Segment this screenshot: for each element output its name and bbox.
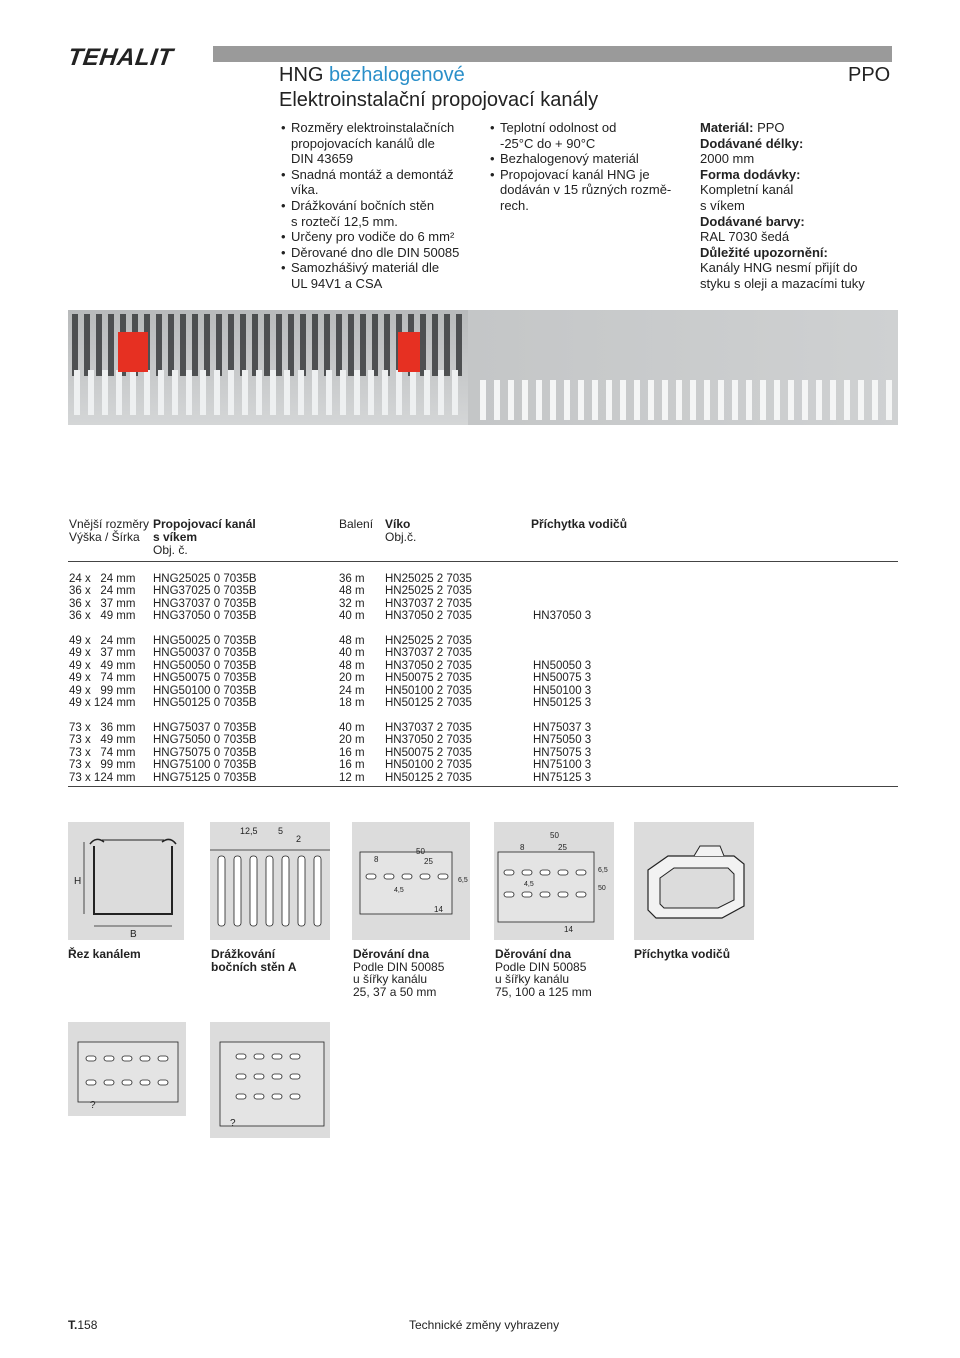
table-cell-lid: HN37050 2 7035 (385, 610, 472, 623)
material-code: PPO (848, 64, 891, 86)
side-slots-drawing (210, 822, 330, 940)
table-row (0, 573, 900, 586)
caption-line: u šířky kanálu (353, 972, 428, 987)
dim-pitch: 12,5 (240, 826, 258, 836)
table-cell-pack: 20 m (339, 734, 365, 747)
perforation-drawing-3 (68, 1022, 186, 1116)
dim-8: 8 (520, 843, 525, 852)
header-dimensions-line2: Výška / Šírka (69, 530, 140, 544)
header-channel-line1: Propojovací kanál (153, 517, 256, 531)
table-cell-lid: HN50125 2 7035 (385, 771, 472, 784)
header-channel-line2: s víkem (153, 530, 198, 544)
table-cell-dims: 49 x 37 mm (69, 647, 136, 660)
color-label: Dodávané barvy: (700, 213, 805, 229)
table-cell-lid: HN37037 2 7035 (385, 597, 472, 610)
feature-item: • Samozhášivý materiál dle (281, 260, 481, 276)
feature-item: víka. (291, 182, 319, 198)
dim-6-5: 6,5 (598, 867, 608, 874)
table-header-pack: Balení (339, 517, 374, 531)
color-value: RAL 7030 šedá (700, 229, 790, 245)
table-cell-pack: 16 m (339, 759, 365, 772)
footer-note: Technické změny vyhrazeny (409, 1318, 560, 1332)
specs-column (700, 120, 895, 292)
feature-item: • Propojovací kanál HNG je (490, 167, 690, 183)
dim-B: B (130, 929, 137, 940)
table-row (0, 598, 900, 611)
dim-25: 25 (424, 857, 433, 866)
table-cell-clip: HN75125 3 (533, 771, 592, 784)
table-cell-clip: HN50125 3 (533, 697, 592, 709)
table-cell-clip: HN75037 3 (533, 722, 592, 734)
table-cell-channel: HNG25025 0 7035B (153, 573, 257, 585)
material-value: PPO (757, 120, 785, 135)
warning-value: Kanály HNG nesmí přijít do (700, 260, 858, 276)
table-cell-dims: 36 x 37 mm (69, 597, 136, 610)
table-cell-dims: 49 x 99 mm (69, 684, 136, 697)
caption-line: 25, 37 a 50 mm (353, 984, 437, 999)
header-lid-line1: Víko (385, 517, 411, 531)
feature-item: s roztečí 12,5 mm. (291, 213, 398, 229)
table-cell-dims: 36 x 49 mm (69, 610, 136, 623)
figure-channel-section (68, 822, 184, 940)
table-cell-lid: HN37037 2 7035 (385, 722, 472, 734)
dim-gap: 2 (296, 834, 302, 844)
caption-section: Řez kanálem (68, 947, 141, 961)
caption-line: Děrování dna (495, 947, 572, 961)
form-value: s víkem (700, 197, 745, 213)
table-row (0, 685, 900, 698)
header-bar (213, 46, 892, 62)
product-photo (68, 310, 898, 425)
table-cell-channel: HNG50100 0 7035B (153, 684, 257, 697)
caption-wire-clip: Příchytka vodičů (634, 947, 731, 961)
caption-line: u šířky kanálu (495, 972, 570, 987)
table-cell-dims: 49 x 74 mm (69, 672, 136, 685)
table-cell-channel: HNG50050 0 7035B (153, 659, 257, 672)
table-cell-lid: HN50075 2 7035 (385, 672, 472, 685)
table-row (0, 660, 900, 673)
page-subtitle: Elektroinstalační propojovací kanály (279, 89, 599, 111)
feature-item: DIN 43659 (291, 151, 354, 167)
caption-line: Děrování dna (353, 947, 430, 961)
table-cell-pack: 40 m (339, 610, 365, 623)
dim-unknown: ? (90, 1100, 96, 1111)
table-row (0, 772, 900, 785)
table-cell-channel: HNG75050 0 7035B (153, 734, 257, 747)
header-lid-line2: Obj.č. (385, 530, 417, 544)
figure-bottom-perforation-1 (352, 822, 470, 940)
table-cell-pack: 40 m (339, 722, 365, 734)
table-header-dimensions (69, 518, 149, 544)
table-cell-pack: 18 m (339, 697, 365, 709)
header-channel-line3: Obj. č. (153, 543, 188, 557)
table-cell-clip: HN50100 3 (533, 684, 592, 697)
table-cell-channel: HNG50025 0 7035B (153, 635, 257, 647)
figure-bottom-perforation-2 (494, 822, 614, 940)
length-value: 2000 mm (700, 151, 755, 167)
table-cell-dims: 49 x 24 mm (69, 635, 136, 647)
feature-item: • Určeny pro vodiče do 6 mm² (281, 229, 481, 245)
table-cell-lid: HN50100 2 7035 (385, 684, 472, 697)
table-cell-channel: HNG75125 0 7035B (153, 771, 257, 784)
page-number (68, 1318, 97, 1332)
table-cell-dims: 73 x 99 mm (69, 759, 136, 772)
table-cell-pack: 20 m (339, 672, 365, 685)
perforation-drawing-2 (494, 822, 614, 940)
figure-bottom-perforation-4 (210, 1022, 330, 1138)
table-cell-pack: 16 m (339, 746, 365, 759)
caption-line: Drážkování (211, 947, 276, 961)
cable-channel-illustration (68, 310, 898, 425)
table-cell-clip: HN75100 3 (533, 759, 592, 772)
channel-section-drawing (68, 822, 184, 940)
dim-50: 50 (550, 831, 559, 840)
dim-6-5: 6,5 (458, 877, 468, 884)
feature-item: • Teplotní odolnost od (490, 120, 690, 136)
table-cell-pack: 12 m (339, 771, 365, 784)
wire-clip-drawing (634, 822, 754, 940)
table-cell-dims: 73 x 74 mm (69, 746, 136, 759)
feature-item: • Rozměry elektroinstalačních (281, 120, 481, 136)
table-cell-pack: 24 m (339, 684, 365, 697)
table-cell-pack: 32 m (339, 597, 365, 610)
dim-unknown: ? (230, 1118, 236, 1129)
dim-4-5: 4,5 (524, 881, 534, 888)
caption-perforation-1 (353, 948, 444, 998)
material-label: Materiál: (700, 120, 754, 135)
features-column-2 (490, 120, 690, 214)
figure-bottom-perforation-3 (68, 1022, 186, 1116)
table-cell-clip: HN75075 3 (533, 746, 592, 759)
table-row (0, 610, 900, 623)
feature-item: • Bezhalogenový materiál (490, 151, 690, 167)
feature-item: propojovacích kanálů dle (291, 135, 435, 151)
table-cell-dims: 49 x 124 mm (69, 697, 136, 709)
brand-logo: TEHALIT (66, 44, 175, 71)
table-row (0, 647, 900, 660)
table-cell-lid: HN25025 2 7035 (385, 585, 472, 598)
dim-25: 25 (558, 843, 567, 852)
caption-line: 75, 100 a 125 mm (495, 984, 592, 999)
table-cell-lid: HN50100 2 7035 (385, 759, 472, 772)
title-prefix: HNG (279, 64, 324, 86)
page-prefix: T. (68, 1318, 78, 1332)
dim-50: 50 (416, 847, 425, 856)
dim-14: 14 (564, 925, 573, 934)
page-number-value: 158 (77, 1318, 98, 1332)
table-cell-clip: HN75050 3 (533, 734, 592, 747)
table-cell-pack: 48 m (339, 585, 365, 598)
caption-line: Podle DIN 50085 (495, 959, 587, 974)
table-cell-lid: HN25025 2 7035 (385, 573, 472, 585)
table-row (0, 635, 900, 648)
dim-slot-width: 5 (278, 826, 284, 836)
table-cell-pack: 40 m (339, 647, 365, 660)
table-cell-pack: 48 m (339, 659, 365, 672)
table-cell-clip: HN50050 3 (533, 659, 592, 672)
table-cell-pack: 48 m (339, 635, 365, 647)
feature-item: dodáván v 15 různých rozmě- (500, 182, 672, 198)
table-header-lid (385, 518, 416, 544)
caption-side-slots (211, 948, 297, 973)
feature-item: • Děrované dno dle DIN 50085 (281, 245, 481, 261)
page-title (279, 64, 465, 87)
table-cell-clip: HN37050 3 (533, 610, 592, 623)
perforation-drawing-1 (352, 822, 470, 940)
table-rule-top (68, 561, 898, 562)
dim-14: 14 (434, 905, 443, 914)
table-row (0, 697, 900, 710)
table-row (0, 585, 900, 598)
header-dimensions-line1: Vnější rozměry (69, 517, 150, 531)
table-header-clip: Příchytka vodičů (531, 517, 628, 531)
table-cell-dims: 73 x 49 mm (69, 734, 136, 747)
form-label: Forma dodávky: (700, 166, 801, 182)
table-cell-lid: HN37050 2 7035 (385, 734, 472, 747)
table-cell-lid: HN50075 2 7035 (385, 746, 472, 759)
feature-item: UL 94V1 a CSA (291, 275, 383, 291)
table-cell-channel: HNG75037 0 7035B (153, 722, 257, 734)
table-row (0, 759, 900, 772)
table-row (0, 722, 900, 735)
table-cell-clip: HN50075 3 (533, 672, 592, 685)
table-cell-dims: 36 x 24 mm (69, 585, 136, 598)
dim-50b: 50 (598, 885, 606, 892)
warning-label: Důležité upozornění: (700, 244, 828, 260)
table-cell-dims: 73 x 124 mm (69, 771, 136, 784)
table-row (0, 747, 900, 760)
table-cell-dims: 73 x 36 mm (69, 722, 136, 734)
dim-H: H (74, 876, 82, 887)
feature-item: rech. (500, 197, 529, 213)
length-label: Dodávané délky: (700, 135, 804, 151)
table-cell-channel: HNG37037 0 7035B (153, 597, 257, 610)
table-cell-channel: HNG50075 0 7035B (153, 672, 257, 685)
table-cell-lid: HN37050 2 7035 (385, 659, 472, 672)
table-cell-pack: 36 m (339, 573, 365, 585)
figure-wire-clip (634, 822, 754, 940)
perforation-drawing-4 (210, 1022, 330, 1138)
table-cell-lid: HN50125 2 7035 (385, 697, 472, 709)
caption-perforation-2 (495, 948, 592, 998)
caption-line: bočních stěn A (211, 959, 297, 974)
table-rule-bottom (68, 786, 898, 787)
warning-value: styku s oleji a mazacími tuky (700, 275, 865, 291)
table-cell-channel: HNG50037 0 7035B (153, 647, 257, 660)
table-header-channel (153, 518, 256, 557)
table-cell-channel: HNG37025 0 7035B (153, 585, 257, 598)
dim-8: 8 (374, 855, 379, 864)
table-cell-lid: HN37037 2 7035 (385, 647, 472, 660)
table-row (0, 672, 900, 685)
table-row (0, 734, 900, 747)
caption-line: Podle DIN 50085 (353, 959, 445, 974)
title-highlight: bezhalogenové (329, 64, 465, 86)
feature-item: -25°C do + 90°C (500, 135, 596, 151)
table-cell-dims: 24 x 24 mm (69, 573, 136, 585)
table-cell-dims: 49 x 49 mm (69, 659, 136, 672)
table-cell-channel: HNG75100 0 7035B (153, 759, 257, 772)
table-cell-channel: HNG75075 0 7035B (153, 746, 257, 759)
form-value: Kompletní kanál (700, 182, 794, 198)
table-cell-channel: HNG50125 0 7035B (153, 697, 257, 709)
figure-side-slots (210, 822, 330, 940)
table-cell-lid: HN25025 2 7035 (385, 635, 472, 647)
features-column-1 (281, 120, 481, 292)
feature-item: • Drážkování bočních stěn (281, 198, 481, 214)
table-cell-channel: HNG37050 0 7035B (153, 610, 257, 623)
feature-item: • Snadná montáž a demontáž (281, 167, 481, 183)
dim-4-5: 4,5 (394, 887, 404, 894)
